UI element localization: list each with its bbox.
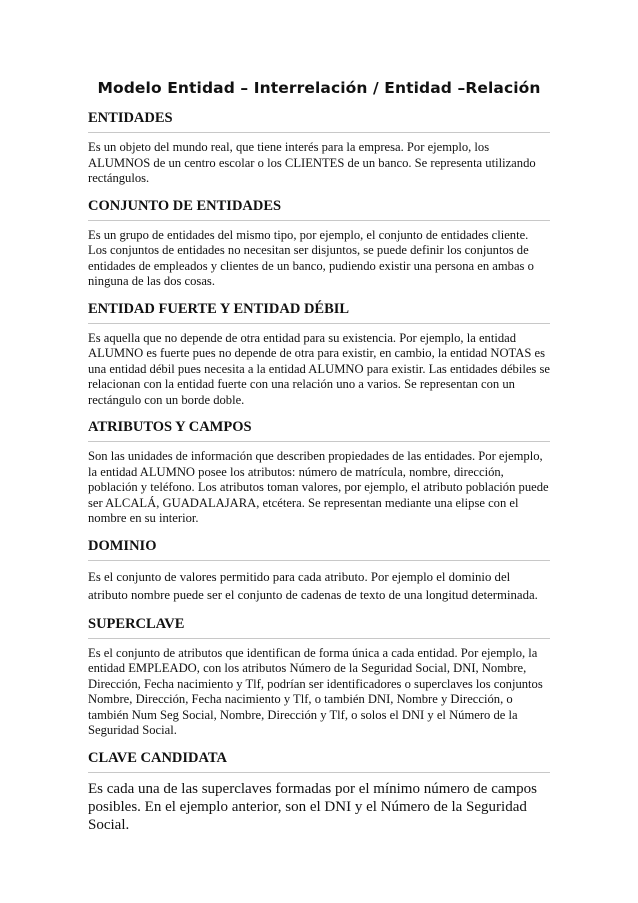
section-heading: ENTIDADES <box>88 109 550 133</box>
section-body: Son las unidades de información que describen propiedades de las entidades. Por ejemplo, la entidad ALUMNO posee los atributos: número de matrícula, nombre, dirección, población y teléfono. Los atributos toman valores, por ejemplo, el atributo población puede ser ALCALÁ, GUADALAJARA, etcétera. Se representan mediante una elipse con el nombre en su interior. <box>88 449 549 525</box>
section-body: Es aquella que no depende de otra entidad para su existencia. Por ejemplo, la entidad ALUMNO es fuerte pues no depende de otra para existir, en cambio, la entidad NOTAS es una entidad débil pues necesita a la entidad ALUMNO para existir. Las entidades débiles se relacionan con la entidad fuerte con una relación uno a varios. Se representan con un rectángulo con un borde doble. <box>88 330 550 407</box>
section-clave-candidata <box>88 749 550 834</box>
section-body: Es el conjunto de valores permitido para cada atributo. Por ejemplo el dominio del atributo nombre puede ser el conjunto de cadenas de texto de una longitud determinada. <box>88 569 538 602</box>
section-heading: CONJUNTO DE ENTIDADES <box>88 197 550 221</box>
document-title: Modelo Entidad – Interrelación / Entidad –Relación <box>97 79 541 97</box>
section-heading: CLAVE CANDIDATA <box>88 749 550 773</box>
section-superclave <box>88 615 550 739</box>
section-body: Es un objeto del mundo real, que tiene interés para la empresa. Por ejemplo, los ALUMNOS de un centro escolar o los CLIENTES de un banco. Se representa utilizando rectángulos. <box>88 140 536 185</box>
section-heading: ENTIDAD FUERTE Y ENTIDAD DÉBIL <box>88 300 550 324</box>
section-heading: SUPERCLAVE <box>88 615 550 639</box>
section-body: Es cada una de las superclaves formadas por el mínimo número de campos posibles. En el ejemplo anterior, son el DNI y el Número de la Seguridad Social. <box>88 780 538 833</box>
section-body: Es el conjunto de atributos que identifican de forma única a cada entidad. Por ejemplo, la entidad EMPLEADO, con los atributos Número de la Seguridad Social, DNI, Nombre, Dirección, Fecha nacimiento y Tlf, podrían ser identificadores o superclaves los conjuntos Nombre, Dirección, Fecha nacimiento y Tlf, o también DNI, Nombre y Dirección, o también Num Seg Social, Nombre, Dirección y Tlf, o solos el DNI y el Número de la Seguridad Social. <box>88 645 543 737</box>
section-dominio <box>88 537 550 605</box>
section-atributos-y-campos <box>88 418 550 527</box>
section-heading: ATRIBUTOS Y CAMPOS <box>88 418 550 442</box>
section-conjunto-de-entidades <box>88 197 550 290</box>
section-entidad-fuerte-y-debil <box>88 300 550 409</box>
section-body: Es un grupo de entidades del mismo tipo, por ejemplo, el conjunto de entidades cliente. Los conjuntos de entidades no necesitan ser disjuntos, se puede definir los conjuntos de entidades de empleados y clientes de un banco, pudiendo existir una persona en ambas o ninguna de las dos cosas. <box>88 227 534 288</box>
section-heading: DOMINIO <box>88 537 550 561</box>
section-entidades <box>88 109 550 187</box>
